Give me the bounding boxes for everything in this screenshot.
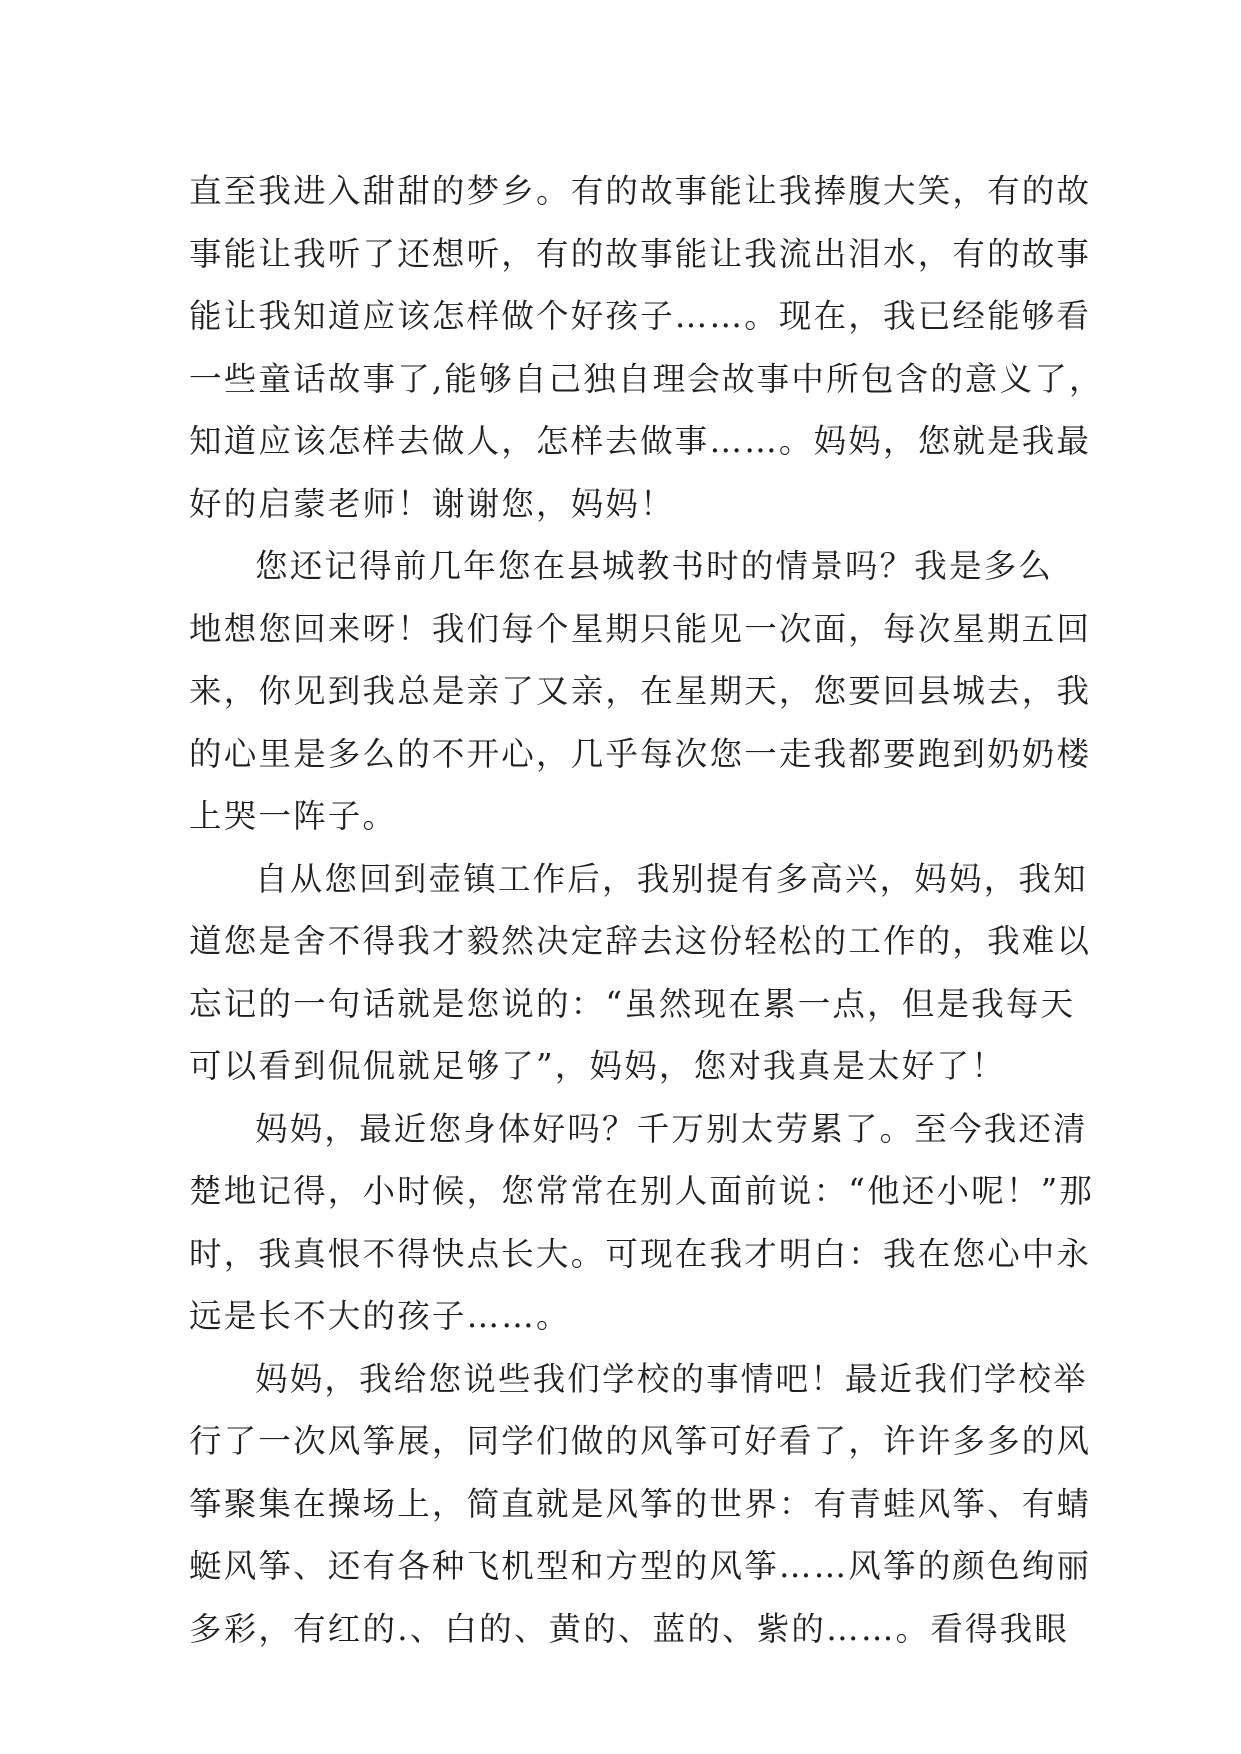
text-line: 一些童话故事了,能够自己独自理会故事中所包含的意义了， [189,359,1104,398]
paragraph [189,848,1092,1098]
text-line: 蜓风筝、还有各种飞机型和方型的风筝……风筝的颜色绚丽 [189,1547,1092,1585]
text-line: 楚地记得，小时候，您常常在别人面前说：“他还小呢！”那 [189,1172,1095,1210]
text-line: 事能让我听了还想听，有的故事能让我流出泪水，有的故事 [189,234,1092,273]
text-line: 来，你见到我总是亲了又亲，在星期天，您要回县城去，我 [189,672,1092,710]
text-line: 可以看到侃侃就足够了”，妈妈，您对我真是太好了！ [189,1047,1006,1085]
text-line: 的心里是多么的不开心，几乎每次您一走我都要跑到奶奶楼 [189,734,1092,773]
text-line: 好的启蒙老师！谢谢您，妈妈！ [189,484,675,523]
paragraph [189,1098,1095,1348]
document-body [189,160,1104,1660]
text-line: 地想您回来呀！我们每个星期只能见一次面，每次星期五回 [189,609,1092,648]
paragraph [189,160,1104,535]
text-line: 多彩，有红的.、白的、黄的、蓝的、紫的……。看得我眼 [189,1609,1070,1648]
text-line: 道您是舍不得我才毅然决定辞去这份轻松的工作的，我难以 [189,922,1092,960]
text-line: 妈妈，最近您身体好吗？千万别太劳累了。至今我还清 [255,1109,1088,1148]
text-line: 直至我进入甜甜的梦乡。有的故事能让我捧腹大笑，有的故 [189,172,1092,210]
text-line: 您还记得前几年您在县城教书时的情景吗？我是多么 [255,547,1054,585]
text-line: 上哭一阵子。 [189,797,398,835]
text-line: 远是长不大的孩子……。 [189,1297,571,1335]
paragraph [189,1348,1092,1661]
text-line: 时，我真恨不得快点长大。可现在我才明白：我在您心中永 [189,1234,1092,1273]
text-line: 行了一次风筝展，同学们做的风筝可好看了，许许多多的风 [189,1422,1092,1460]
text-line: 忘记的一句话就是您说的：“虽然现在累一点，但是我每天 [189,984,1076,1023]
text-line: 知道应该怎样去做人，怎样去做事……。妈妈，您就是我最 [189,422,1092,460]
text-line: 能让我知道应该怎样做个好孩子……。现在，我已经能够看 [189,297,1092,335]
text-line: 妈妈，我给您说些我们学校的事情吧！最近我们学校举 [255,1359,1088,1398]
text-line: 筝聚集在操场上，简直就是风筝的世界：有青蛙风筝、有蜻 [189,1484,1092,1523]
text-line: 自从您回到壶镇工作后，我别提有多高兴，妈妈，我知 [255,859,1088,898]
paragraph [189,535,1092,848]
